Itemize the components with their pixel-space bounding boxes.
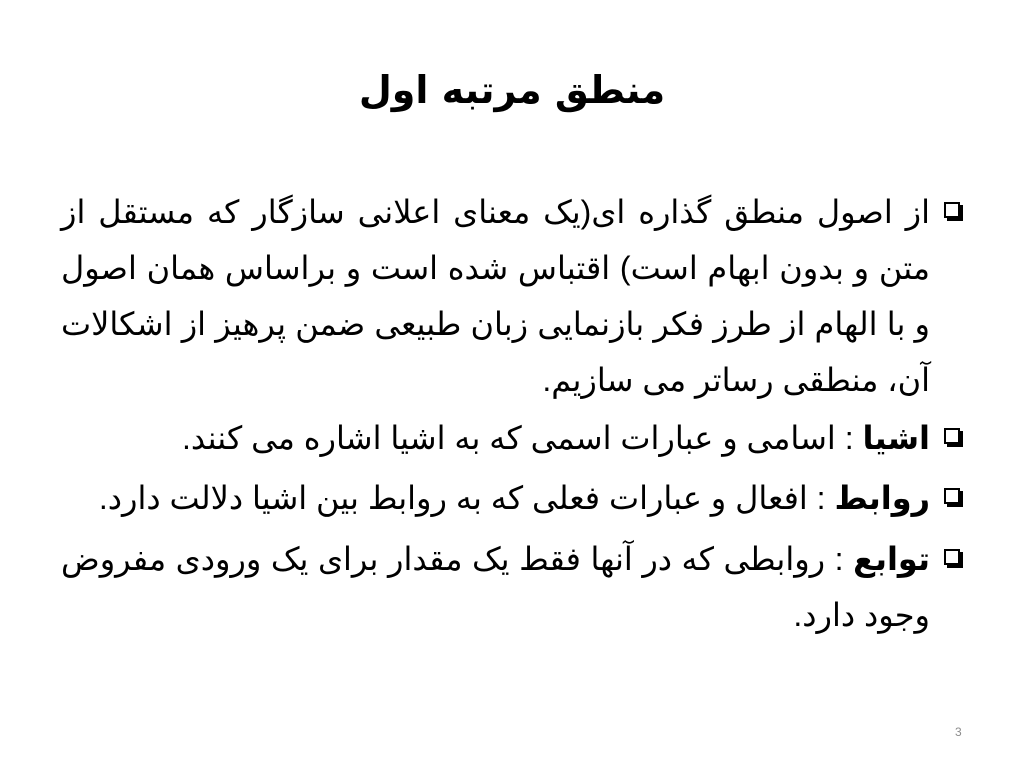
bullet-propositional-logic <box>61 184 966 408</box>
square-bullet-icon <box>944 202 960 218</box>
bullet-term: توابع <box>853 541 930 577</box>
bullet-separator: : <box>807 480 835 516</box>
bullet-objects <box>61 410 966 466</box>
bullet-term: اشیا <box>862 420 930 456</box>
bullet-term: روابط <box>834 480 930 516</box>
bullet-text: اسامی و عبارات اسمی که به اشیا اشاره می کنند. <box>181 420 836 456</box>
slide-title: منطق مرتبه اول <box>358 68 666 112</box>
page-number: 3 <box>955 725 962 739</box>
bullet-text: روابطی که در آنها فقط یک مقدار برای یک ورودی مفروض وجود دارد. <box>61 541 930 633</box>
square-bullet-icon <box>944 428 960 444</box>
square-bullet-icon <box>944 549 960 565</box>
bullet-list <box>61 184 966 651</box>
square-bullet-icon <box>944 488 960 504</box>
bullet-separator: : <box>835 420 863 456</box>
bullet-text: از اصول منطق گذاره ای(یک معنای اعلانی سازگار که مستقل از متن و بدون ابهام است) اقتباس شده است و براساس همان اصول و با الهام از طرز فکر بازنمایی زبان طبیعی ضمن پرهیز از اشکالات آن، منطقی رساتر می سازیم. <box>61 194 930 398</box>
bullet-separator: : <box>825 541 854 577</box>
bullet-functions <box>61 531 966 643</box>
bullet-text: افعال و عبارات فعلی که به روابط بین اشیا دلالت دارد. <box>98 480 808 516</box>
bullet-relations <box>61 470 966 526</box>
